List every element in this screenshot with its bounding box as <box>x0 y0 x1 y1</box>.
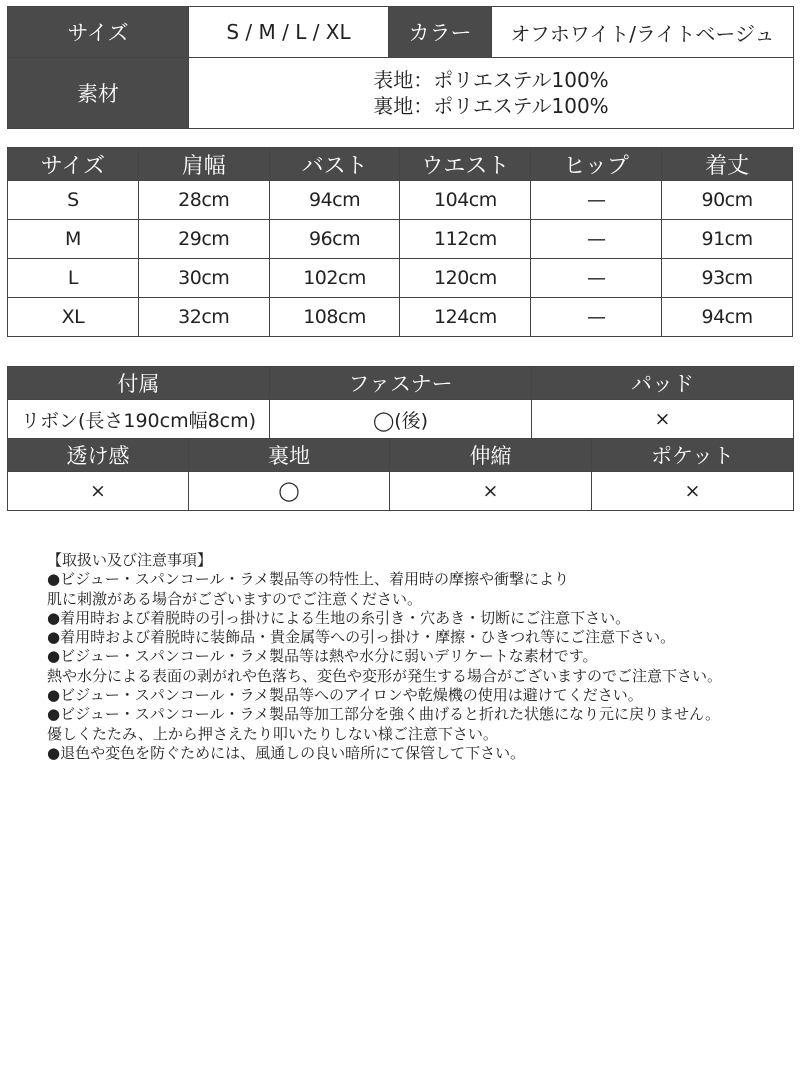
accessory-cell: リボン(長さ190cm幅8cm) <box>8 400 270 439</box>
shoulder-cell: 32cm <box>138 298 269 337</box>
material-lining: 裏地：ポリエステル100% <box>373 94 609 118</box>
lining-header: 裏地 <box>189 439 390 472</box>
care-line: ●着用時および着脱時の引っ掛けによる生地の糸引き・穴あき・切断にご注意下さい。 <box>47 608 631 627</box>
bust-cell: 94cm <box>269 181 400 220</box>
size-cell: XL <box>8 298 139 337</box>
pocket-cell: × <box>592 472 794 511</box>
care-line: ●ビジュー・スパンコール・ラメ製品等の特性上、着用時の摩擦や衝撃により <box>47 570 570 589</box>
table-row <box>8 298 793 337</box>
lining-cell: ◯ <box>189 472 390 511</box>
length-cell: 94cm <box>662 298 793 337</box>
waist-cell: 120cm <box>400 259 531 298</box>
care-line: 熱や水分による表面の剥がれや色落ち、変色や変形が発生する場合がございますのでご注意下さい。 <box>47 666 723 685</box>
size-cell: L <box>8 259 139 298</box>
size-label: サイズ <box>8 7 189 58</box>
features-header-row <box>8 439 794 472</box>
waist-cell: 104cm <box>400 181 531 220</box>
care-notes <box>47 551 787 763</box>
waist-cell: 124cm <box>400 298 531 337</box>
care-line: ●着用時および着脱時に装飾品・貴金属等への引っ掛け・摩擦・ひきつれ等にご注意下さい。 <box>47 628 676 647</box>
size-value: S / M / L / XL <box>189 7 389 58</box>
care-line: 肌に刺激がある場合がございますのでご注意ください。 <box>47 589 423 608</box>
shoulder-header: 肩幅 <box>138 148 269 181</box>
accessories-table <box>7 366 794 439</box>
product-info-table <box>7 6 794 129</box>
care-line: ●ビジュー・スパンコール・ラメ製品等は熱や水分に弱いデリケートな素材です。 <box>47 647 598 666</box>
material-label: 素材 <box>8 58 189 129</box>
length-header: 着丈 <box>662 148 793 181</box>
size-cell: M <box>8 220 139 259</box>
material-value <box>189 58 794 129</box>
shoulder-cell: 28cm <box>138 181 269 220</box>
table-row <box>8 259 793 298</box>
hip-cell: — <box>531 259 662 298</box>
size-cell: S <box>8 181 139 220</box>
shoulder-cell: 30cm <box>138 259 269 298</box>
bust-header: バスト <box>269 148 400 181</box>
length-cell: 90cm <box>662 181 793 220</box>
size-chart-header-row <box>8 148 793 181</box>
hip-cell: — <box>531 298 662 337</box>
bust-cell: 96cm <box>269 220 400 259</box>
color-label: カラー <box>389 7 492 58</box>
material-outer: 表地：ポリエステル100% <box>373 68 609 92</box>
waist-cell: 112cm <box>400 220 531 259</box>
table-row <box>8 181 793 220</box>
bust-cell: 108cm <box>269 298 400 337</box>
zipper-header: ファスナー <box>270 367 532 400</box>
care-line: ●ビジュー・スパンコール・ラメ製品等加工部分を強く曲げると折れた状態になり元に戻りません。 <box>47 705 720 724</box>
care-line: ●ビジュー・スパンコール・ラメ製品等へのアイロンや乾燥機の使用は避けてください。 <box>47 686 643 705</box>
shoulder-cell: 29cm <box>138 220 269 259</box>
color-value: オフホワイト/ライトベージュ <box>492 7 794 58</box>
size-chart-table <box>7 147 793 337</box>
length-cell: 93cm <box>662 259 793 298</box>
sheerness-header: 透け感 <box>8 439 189 472</box>
size-header: サイズ <box>8 148 139 181</box>
zipper-cell: ◯(後) <box>270 400 532 439</box>
info-row-size-color <box>8 7 794 58</box>
care-title: 【取扱い及び注意事項】 <box>47 551 213 569</box>
care-line: ●退色や変色を防ぐためには、風通しの良い暗所にて保管して下さい。 <box>47 743 526 762</box>
pad-header: パッド <box>532 367 794 400</box>
stretch-header: 伸縮 <box>390 439 592 472</box>
stretch-cell: × <box>390 472 592 511</box>
hip-cell: — <box>531 220 662 259</box>
pocket-header: ポケット <box>592 439 794 472</box>
length-cell: 91cm <box>662 220 793 259</box>
waist-header: ウエスト <box>400 148 531 181</box>
features-table <box>7 438 794 511</box>
pad-cell: × <box>532 400 794 439</box>
table-row <box>8 472 794 511</box>
table-row <box>8 220 793 259</box>
sheerness-cell: × <box>8 472 189 511</box>
hip-header: ヒップ <box>531 148 662 181</box>
care-line: 優しくたたみ、上から押さえたり叩いたりしない様ご注意下さい。 <box>47 724 498 743</box>
accessories-header-row <box>8 367 794 400</box>
hip-cell: — <box>531 181 662 220</box>
accessory-header: 付属 <box>8 367 270 400</box>
bust-cell: 102cm <box>269 259 400 298</box>
table-row <box>8 400 794 439</box>
info-row-material <box>8 58 794 129</box>
